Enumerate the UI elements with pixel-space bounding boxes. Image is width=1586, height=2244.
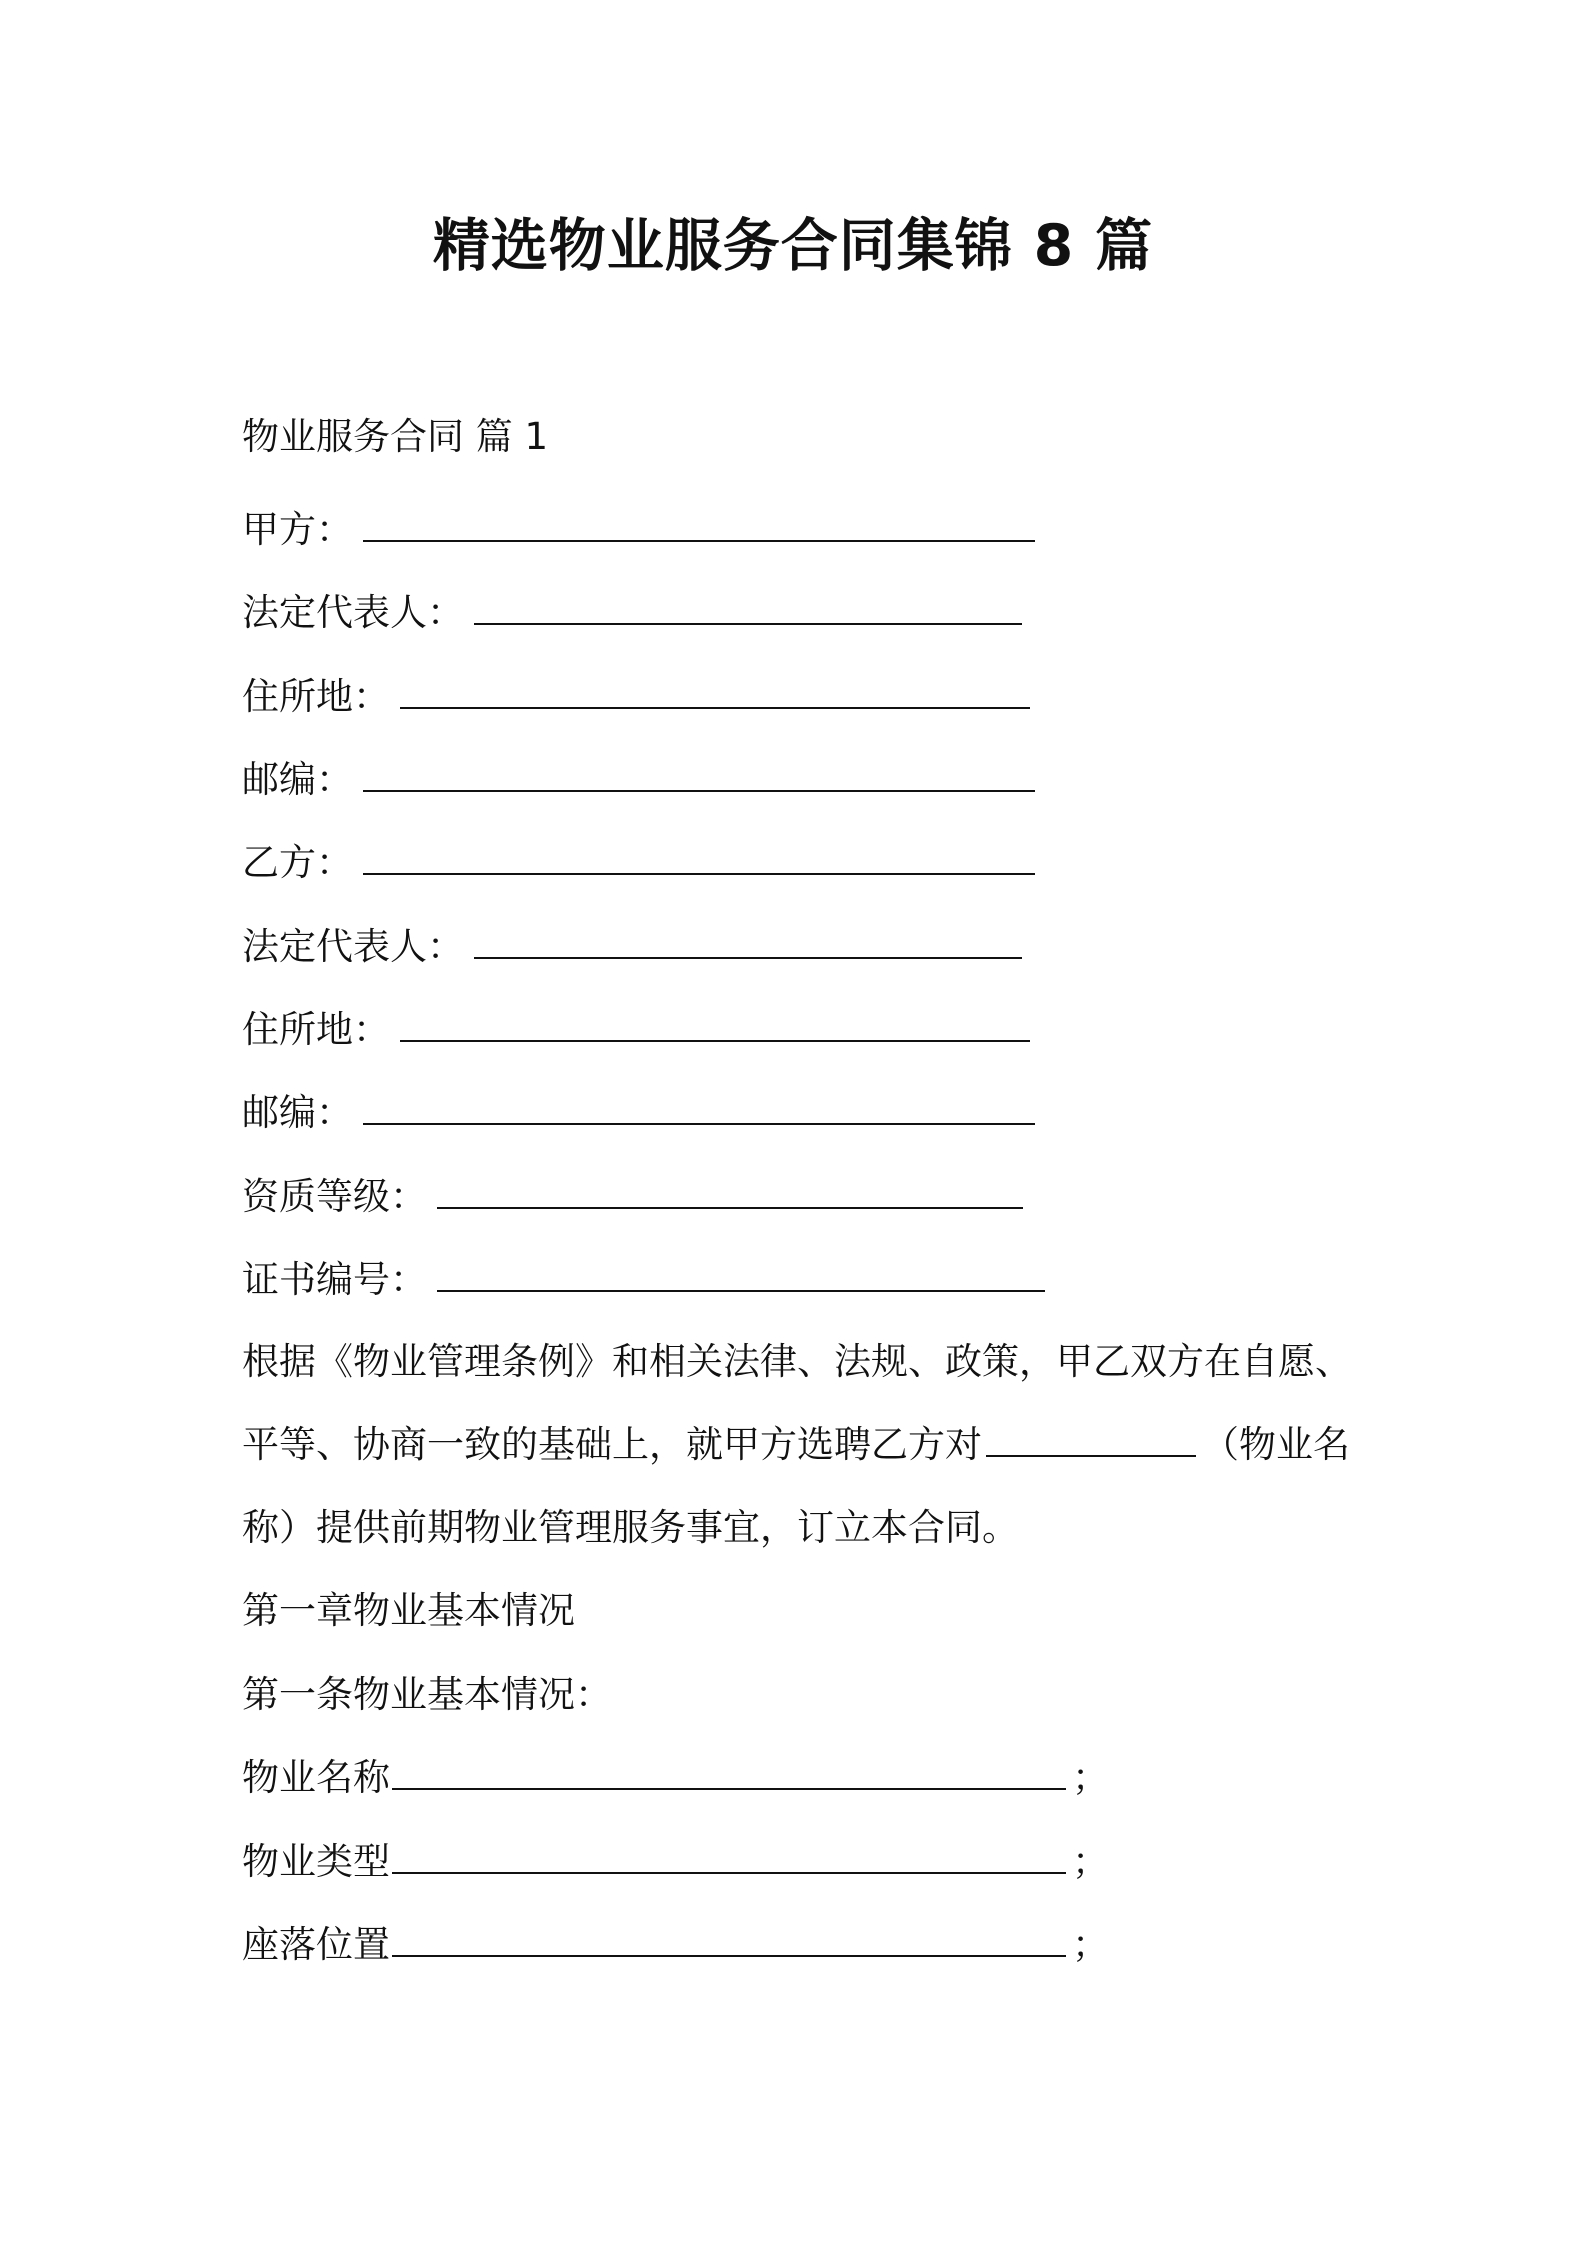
party-field-legal-rep-b	[242, 922, 1022, 972]
field-label: 资质等级：	[242, 1175, 427, 1218]
field-label: 座落位置	[242, 1923, 390, 1966]
property-field-location	[242, 1920, 1109, 1970]
intro-text-after-blank: （物业名	[1202, 1423, 1350, 1466]
field-suffix: ；	[1072, 1756, 1109, 1799]
intro-text-before-blank: 平等、协商一致的基础上，就甲方选聘乙方对	[242, 1423, 982, 1466]
article-heading: 第一条物业基本情况：	[242, 1673, 612, 1716]
field-label: 邮编：	[242, 1091, 353, 1134]
party-field-qualification-level	[242, 1172, 1023, 1222]
fill-in-blank	[400, 1006, 1030, 1042]
party-field-address-a	[242, 672, 1030, 722]
fill-in-blank	[363, 506, 1035, 542]
fill-in-blank	[437, 1256, 1045, 1292]
fill-in-blank	[392, 1838, 1066, 1874]
field-suffix: ；	[1072, 1923, 1109, 1966]
party-field-postcode-a	[242, 755, 1035, 805]
party-field-party-b	[242, 838, 1035, 888]
fill-in-blank	[400, 673, 1030, 709]
party-field-certificate-number	[242, 1255, 1045, 1305]
party-field-party-a	[242, 505, 1035, 555]
field-label: 法定代表人：	[242, 925, 464, 968]
section-heading: 物业服务合同 篇 1	[242, 415, 549, 458]
party-field-legal-rep-a	[242, 588, 1022, 638]
field-label: 物业名称	[242, 1756, 390, 1799]
fill-in-blank	[392, 1754, 1066, 1790]
field-label: 法定代表人：	[242, 591, 464, 634]
field-label: 住所地：	[242, 1008, 390, 1051]
chapter-heading: 第一章物业基本情况	[242, 1589, 575, 1632]
property-field-name	[242, 1753, 1109, 1803]
document-title: 精选物业服务合同集锦 8 篇	[432, 213, 1154, 279]
fill-in-blank	[363, 1089, 1035, 1125]
field-label: 邮编：	[242, 758, 353, 801]
party-field-address-b	[242, 1005, 1030, 1055]
party-field-postcode-b	[242, 1088, 1035, 1138]
intro-paragraph-line-2	[242, 1420, 1350, 1470]
fill-in-blank	[392, 1921, 1066, 1957]
fill-in-blank	[437, 1173, 1023, 1209]
field-label: 物业类型	[242, 1840, 390, 1883]
field-label: 住所地：	[242, 675, 390, 718]
field-label: 乙方：	[242, 841, 353, 884]
field-label: 甲方：	[242, 508, 353, 551]
field-suffix: ；	[1072, 1840, 1109, 1883]
fill-in-blank	[474, 589, 1022, 625]
property-name-blank	[986, 1421, 1196, 1457]
fill-in-blank	[363, 839, 1035, 875]
intro-paragraph-line-1: 根据《物业管理条例》和相关法律、法规、政策，甲乙双方在自愿、	[242, 1340, 1352, 1383]
fill-in-blank	[474, 923, 1022, 959]
fill-in-blank	[363, 756, 1035, 792]
field-label: 证书编号：	[242, 1258, 427, 1301]
property-field-type	[242, 1837, 1109, 1887]
intro-paragraph-line-3: 称）提供前期物业管理服务事宜，订立本合同。	[242, 1506, 1019, 1549]
